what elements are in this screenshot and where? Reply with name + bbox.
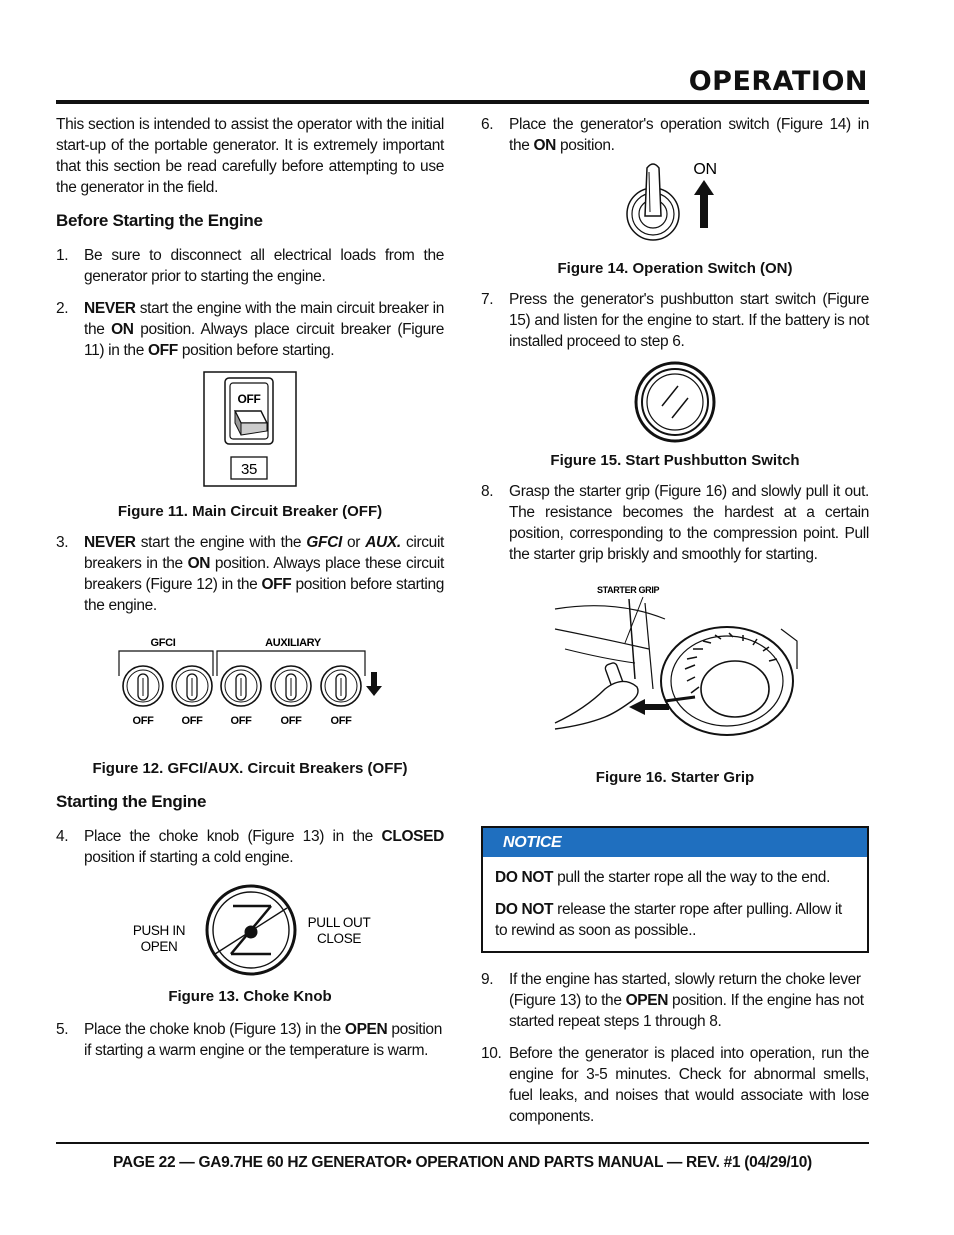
- step-text: [509, 969, 869, 1032]
- step-text-part: or: [341, 534, 366, 551]
- step-2: [56, 298, 444, 361]
- notice-title: NOTICE: [483, 828, 867, 857]
- step-number: 4.: [56, 828, 69, 845]
- notice-text: pull the starter rope all the way to the end.: [553, 869, 831, 886]
- emphasis: DO NOT: [495, 901, 554, 918]
- step-6: [481, 114, 869, 156]
- step-4: [56, 826, 444, 868]
- figure-13-caption: Figure 13. Choke Knob: [168, 988, 332, 1005]
- step-text: [84, 532, 444, 616]
- figure-14-caption: Figure 14. Operation Switch (ON): [557, 260, 793, 277]
- step-text-part: circuit breakers in the: [84, 534, 444, 572]
- step-9: [481, 969, 869, 1032]
- on-label: ON: [693, 161, 717, 178]
- notice-paragraph-2: [495, 899, 855, 941]
- choke-knob-illustration: [125, 880, 375, 980]
- figure-11-caption: Figure 11. Main Circuit Breaker (OFF): [117, 503, 383, 520]
- step-1: [56, 245, 444, 287]
- emphasis: ON: [533, 137, 557, 154]
- open-label: OPEN: [140, 939, 178, 954]
- figure-12-caption: Figure 12. GFCI/AUX. Circuit Breakers (OFF): [92, 760, 408, 777]
- step-number: 8.: [481, 483, 494, 500]
- figure-16-starter-grip: [481, 579, 869, 743]
- step-text: Grasp the starter grip (Figure 16) and slowly pull it out. The resistance becomes the hardest at a certain position, corresponding to the compression point. Pull the starter grip briskly and smoothly for starting.: [509, 483, 869, 563]
- starting-engine-heading: Starting the Engine: [56, 792, 207, 811]
- step-number: 9.: [481, 971, 494, 988]
- step-text-part: Place the generator's operation switch (Figure 14) in the: [509, 116, 869, 154]
- notice-box: [481, 826, 869, 953]
- auxiliary-label: AUXILIARY: [265, 637, 321, 649]
- page-footer: PAGE 22 — GA9.7HE 60 HZ GENERATOR• OPERATION AND PARTS MANUAL — REV. #1 (04/29/10): [113, 1154, 812, 1171]
- step-number: 3.: [56, 534, 69, 551]
- off-label: OFF: [280, 715, 302, 727]
- step-text: Before the generator is placed into operation, run the engine for 3-5 minutes. Check for abnormal smells, fuel leaks, and noises that would associate with lose components.: [509, 1045, 869, 1125]
- section-title: OPERATION: [688, 66, 868, 97]
- step-text: [84, 298, 444, 361]
- emphasis: OPEN: [344, 1021, 388, 1038]
- step-text-part: position. Always place these circuit breakers (Figure 12) in the: [84, 555, 444, 593]
- gfci-aux-breakers-illustration: [115, 634, 385, 734]
- right-column: [481, 114, 869, 1127]
- step-text-part: Place the choke knob (Figure 13) in the: [84, 1021, 345, 1038]
- figure-14-operation-switch: [481, 158, 869, 246]
- notice-text: release the starter rope after pulling. Allow it to rewind as soon as possible..: [495, 901, 842, 939]
- figure-13-choke-knob: [56, 880, 444, 980]
- off-label: OFF: [181, 715, 203, 727]
- step-7: [481, 289, 869, 352]
- gfci-label: GFCI: [150, 637, 176, 649]
- emphasis: GFCI: [306, 534, 342, 551]
- breaker-rating: 35: [241, 461, 257, 478]
- step-number: 1.: [56, 247, 69, 264]
- emphasis: OFF: [147, 342, 178, 359]
- step-3: [56, 532, 444, 616]
- step-number: 7.: [481, 291, 494, 308]
- step-text: [84, 826, 444, 868]
- notice-paragraph-1: [495, 867, 855, 888]
- start-pushbutton-illustration: [630, 358, 720, 446]
- breaker-off-label: OFF: [237, 392, 261, 406]
- step-text: Press the generator's pushbutton start switch (Figure 15) and listen for the engine to start. If the battery is not installed proceed to step 6.: [509, 291, 869, 350]
- emphasis: NEVER: [84, 534, 136, 551]
- main-circuit-breaker-illustration: [203, 371, 297, 487]
- step-number: 5.: [56, 1021, 69, 1038]
- emphasis: AUX.: [365, 534, 401, 551]
- figure-15-start-pushbutton: [481, 358, 869, 446]
- step-text-part: Place the choke knob (Figure 13) in the: [84, 828, 382, 845]
- before-starting-heading: Before Starting the Engine: [56, 211, 263, 230]
- emphasis: ON: [187, 555, 211, 572]
- figure-15-caption: Figure 15. Start Pushbutton Switch: [550, 452, 800, 469]
- emphasis: ON: [111, 321, 134, 338]
- step-text-part: position before starting the engine.: [84, 576, 444, 614]
- left-column: [56, 114, 444, 1061]
- step-number: 2.: [56, 300, 69, 317]
- figure-11-main-circuit-breaker: [56, 371, 444, 487]
- step-text-part: position before starting.: [177, 342, 335, 359]
- step-5: [56, 1019, 444, 1061]
- step-text: Be sure to disconnect all electrical loads from the generator prior to starting the engine.: [84, 247, 444, 285]
- step-number: 10.: [481, 1045, 502, 1062]
- step-text: [84, 1019, 444, 1061]
- starter-grip-illustration: [545, 579, 805, 743]
- push-in-label: PUSH IN: [132, 923, 186, 938]
- step-text-part: position if starting a warm engine or the temperature is warm.: [84, 1021, 442, 1059]
- emphasis: OPEN: [625, 992, 669, 1009]
- step-text: [509, 114, 869, 156]
- figure-12-gfci-aux-breakers: [56, 634, 444, 734]
- off-label: OFF: [132, 715, 154, 727]
- footer-rule: [56, 1142, 869, 1144]
- notice-body: [483, 857, 867, 951]
- step-text-part: If the engine has started, slowly return the choke lever (Figure 13) to the: [509, 971, 861, 1009]
- emphasis: NEVER: [84, 300, 136, 317]
- close-label: CLOSE: [316, 931, 362, 946]
- emphasis: OFF: [261, 576, 292, 593]
- starter-grip-label: STARTER GRIP: [597, 585, 660, 595]
- operation-switch-illustration: [615, 158, 735, 246]
- step-8: [481, 481, 869, 565]
- header-rule: [56, 100, 869, 104]
- emphasis: DO NOT: [495, 869, 554, 886]
- intro-paragraph: This section is intended to assist the operator with the initial start-up of the portable generator. It is extremely important that this section be read carefully before attempting to use the generator in the field.: [56, 116, 444, 196]
- emphasis: CLOSED: [381, 828, 444, 845]
- step-text-part: start the engine with the: [135, 534, 307, 551]
- step-text-part: position if starting a cold engine.: [84, 849, 294, 866]
- pull-out-label: PULL OUT: [307, 915, 371, 930]
- step-text-part: start the engine with the main circuit breaker in the: [84, 300, 444, 338]
- off-label: OFF: [330, 715, 352, 727]
- step-10: [481, 1043, 869, 1127]
- step-text-part: position. Always place circuit breaker (Figure 11) in the: [84, 321, 444, 359]
- step-number: 6.: [481, 116, 494, 133]
- off-label: OFF: [230, 715, 252, 727]
- step-text-part: position. If the engine has not started repeat steps 1 through 8.: [509, 992, 864, 1030]
- figure-16-caption: Figure 16. Starter Grip: [595, 769, 755, 786]
- step-text-part: position.: [556, 137, 615, 154]
